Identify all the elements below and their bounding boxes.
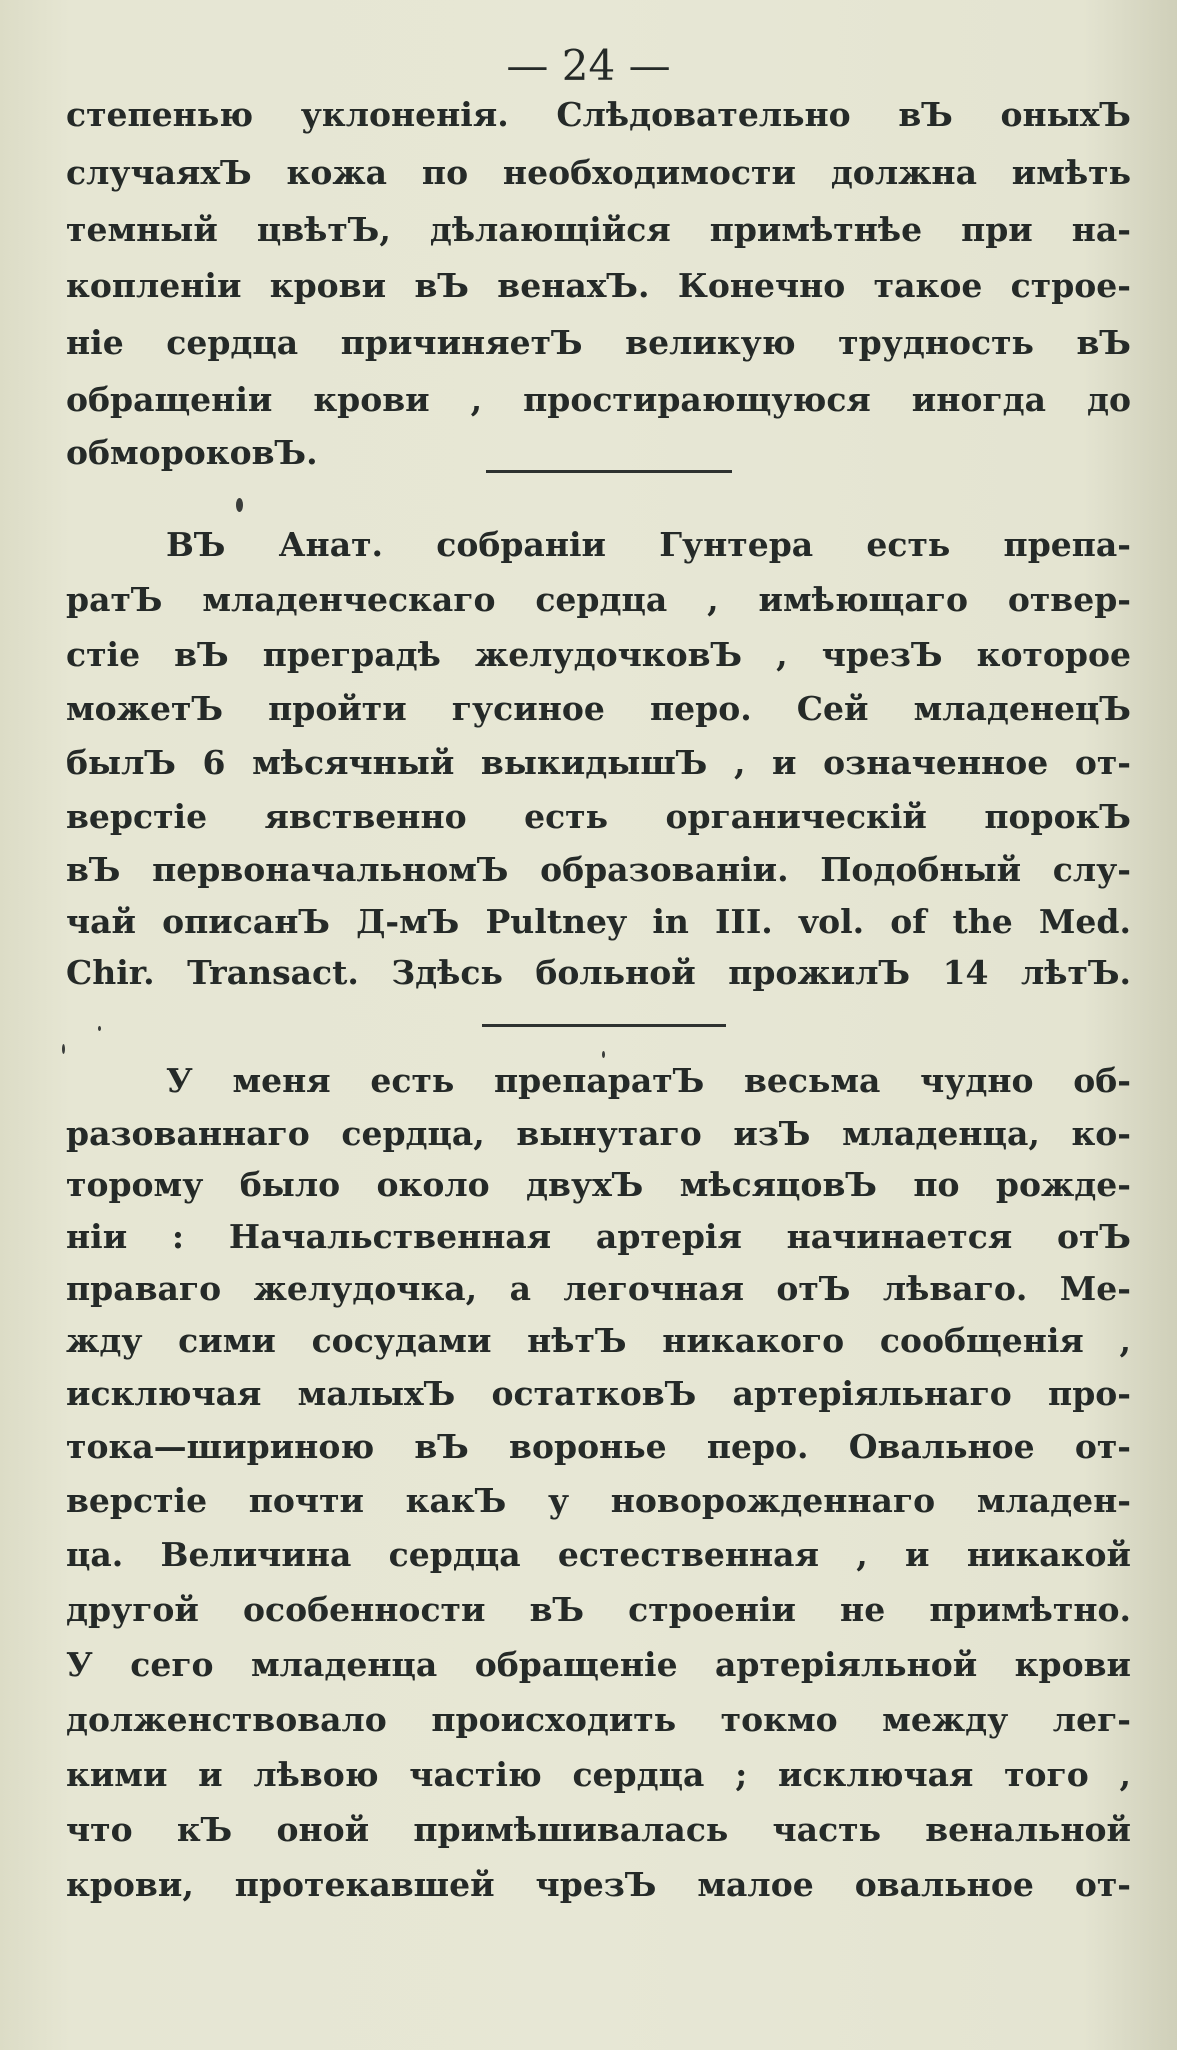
text-line: другой особенности вЪ строеніи не примѣтно. [66,1590,1131,1629]
text-line: праваго желудочка, а легочная отЪ лѣваго. Ме- [66,1269,1131,1308]
section-divider [482,1024,726,1027]
text-line: жду сими сосудами нѣтЪ никакого сообщенія , [66,1321,1131,1360]
text-line: У сего младенца обращеніе артеріяльной крови [66,1645,1131,1684]
text-line: ца. Величина сердца естественная , и никакой [66,1535,1131,1574]
text-line: стіе вЪ преградѣ желудочковЪ , чрезЪ которое [66,635,1131,674]
text-line: степенью уклоненія. Слѣдовательно вЪ оныхЪ [66,95,1131,134]
text-line: ратЪ младенческаго сердца , имѣющаго отвер- [66,580,1131,619]
text-line: тока—шириною вЪ воронье перо. Овальное от- [66,1427,1131,1466]
text-line: случаяхЪ кожа по необходимости должна имѣть [66,153,1131,192]
text-line: разованнаго сердца, вынутаго изЪ младенца, ко- [66,1114,1131,1153]
text-line: чай описанЪ Д-мЪ Pultney in III. vol. of the Med. [66,902,1131,941]
text-line: ніи : Начальственная артерія начинается отЪ [66,1217,1131,1256]
text-line: обращеніи крови , простирающуюся иногда до [66,380,1131,419]
text-line: верстіе явственно есть органическій порокЪ [66,797,1131,836]
text-line: исключая малыхЪ остатковЪ артеріяльнаго про- [66,1374,1131,1413]
text-line: темный цвѣтЪ, дѣлающійся примѣтнѣе при на- [66,210,1131,249]
text-line: долженствовало происходить токмо между лег- [66,1700,1131,1739]
page-number: — 24 — [506,41,671,90]
text-line: обмороковЪ. [66,433,318,472]
ink-speck [98,1026,101,1031]
text-line: крови, протекавшей чрезЪ малое овальное от- [66,1865,1131,1904]
text-line: кими и лѣвою частію сердца ; исключая того , [66,1755,1131,1794]
section-divider [486,470,732,473]
text-line: былЪ 6 мѣсячный выкидышЪ , и означенное от- [66,743,1131,782]
text-line: верстіе почти какЪ у новорожденнаго младен- [66,1481,1131,1520]
text-line: Chir. Transact. Здѣсь больной прожилЪ 14 лѣтЪ. [66,953,1131,992]
text-line: торому было около двухЪ мѣсяцовЪ по рожде- [66,1165,1131,1204]
ink-speck [602,1051,605,1058]
text-line: копленіи крови вЪ венахЪ. Конечно такое строе- [66,266,1131,305]
text-line: что кЪ оной примѣшивалась часть венальной [66,1810,1131,1849]
text-line: ВЪ Анат. собраніи Гунтера есть препа- [166,525,1131,564]
ink-speck [236,498,243,512]
text-line: можетЪ пройти гусиное перо. Сей младенецЪ [66,689,1131,728]
text-line: вЪ первоначальномЪ образованіи. Подобный слу- [66,850,1131,889]
text-line: ніе сердца причиняетЪ великую трудность вЪ [66,323,1131,362]
text-line: У меня есть препаратЪ весьма чудно об- [166,1061,1131,1100]
ink-speck [62,1044,65,1054]
